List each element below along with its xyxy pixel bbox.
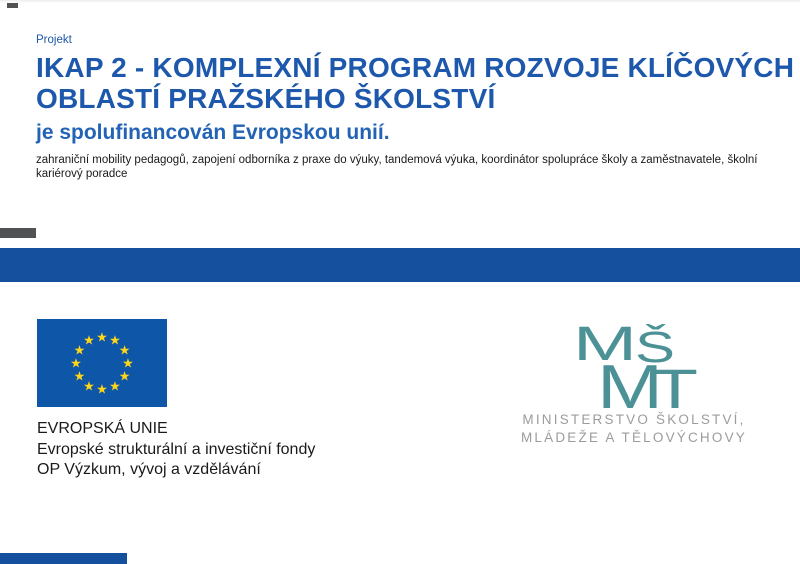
page-fragment-left <box>0 228 36 238</box>
eu-flag-stars <box>37 319 167 407</box>
msmt-monogram-m1: M <box>573 318 637 371</box>
eu-star-icon: ★ <box>83 378 95 394</box>
msmt-monogram-t: T <box>652 357 698 415</box>
eu-star-icon: ★ <box>109 378 121 394</box>
eu-star-icon: ★ <box>122 355 134 371</box>
eu-logo-text <box>37 419 315 481</box>
eu-star-icon: ★ <box>96 329 108 345</box>
project-title: IKAP 2 - KOMPLEXNÍ PROGRAM ROZVOJE KLÍČOVÝCH OBLASTÍ PRAŽSKÉHO ŠKOLSTVÍ <box>36 52 795 114</box>
eu-star-icon: ★ <box>109 332 121 348</box>
eu-flag <box>37 319 167 407</box>
msmt-monogram-s: Š <box>635 323 665 372</box>
ministry-name-line1: MINISTERSTVO ŠKOLSTVÍ, <box>522 412 746 427</box>
eu-funds: Evropské strukturální a investiční fondy <box>37 440 316 458</box>
eu-star-icon: ★ <box>118 342 131 358</box>
ministry-name <box>478 411 790 447</box>
page-fragment-top <box>7 3 18 8</box>
eu-star-icon: ★ <box>96 381 108 397</box>
eu-star-icon: ★ <box>73 342 86 358</box>
msmt-monogram-m2: M <box>597 353 663 415</box>
page-fragment-bottom <box>0 553 127 564</box>
eu-program: OP Výzkum, vývoj a vzdělávání <box>37 461 261 479</box>
msmt-monogram-logo <box>555 315 705 415</box>
project-activities-text: zahraniční mobility pedagogů, zapojení odborníka z praxe do výuky, tandemová výuka, koordinátor spolupráce školy a zaměstnavatele, školní kariérový poradce <box>36 154 758 180</box>
page-top-edge <box>0 0 800 3</box>
divider-bar <box>0 248 800 282</box>
ministry-name-line2: MLÁDEŽE A TĚLOVÝCHOVY <box>520 430 747 445</box>
eu-star-icon: ★ <box>73 368 86 384</box>
cofinancing-statement: je spolufinancován Evropskou unií. <box>36 121 390 144</box>
eu-star-icon: ★ <box>83 332 95 348</box>
eu-name: EVROPSKÁ UNIE <box>37 420 168 437</box>
project-kicker: Projekt <box>36 34 72 46</box>
eu-star-icon: ★ <box>70 355 82 371</box>
eu-star-icon: ★ <box>118 368 131 384</box>
